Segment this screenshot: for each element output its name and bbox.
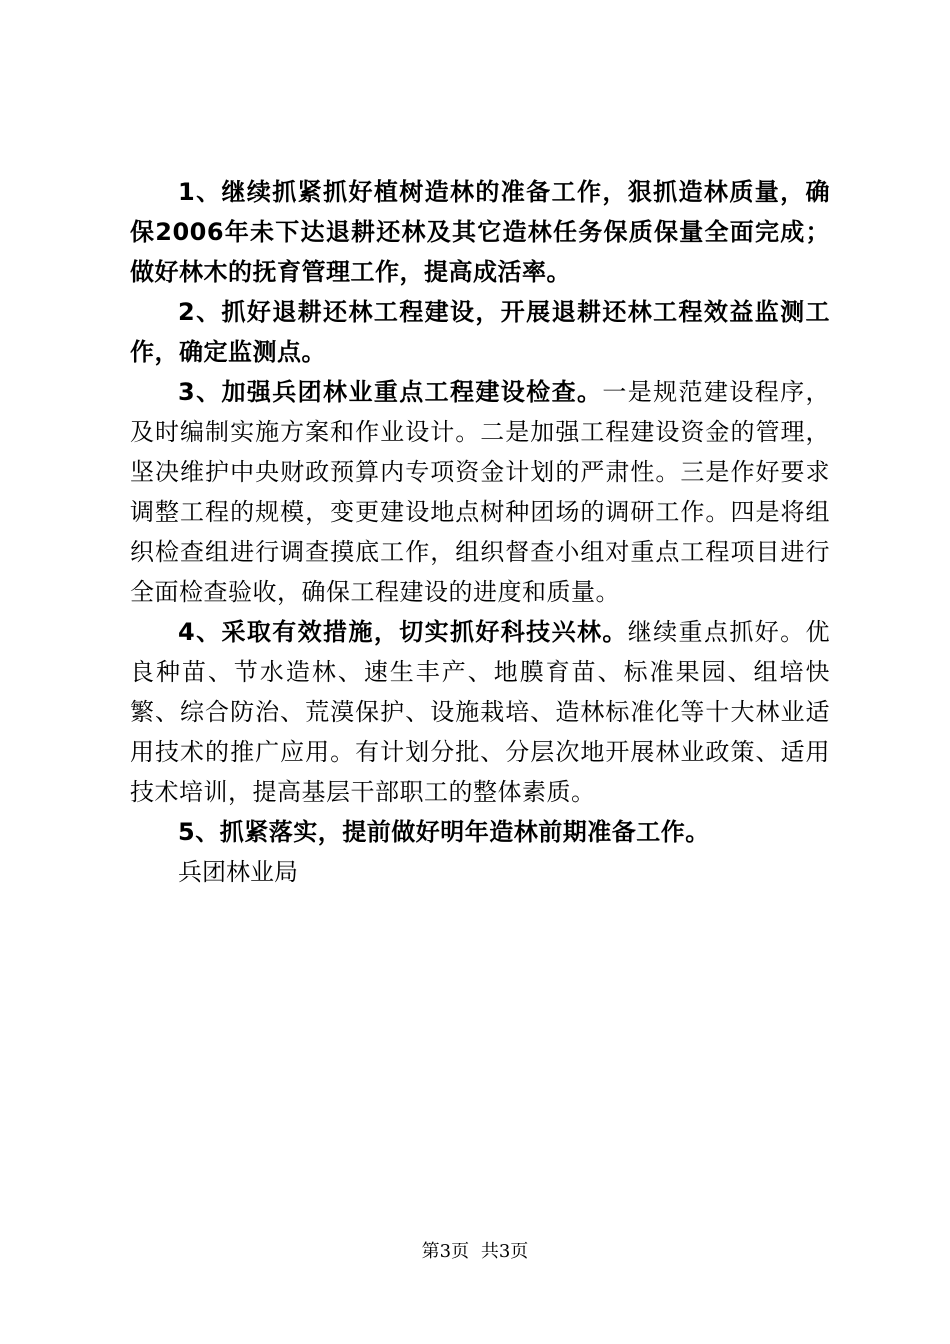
paragraph-2-lead: 2、抓好退耕还林工程建设，开展退耕还林工程效益监测工作，确定监测点。 <box>130 298 830 366</box>
page-total: 共3页 <box>480 1241 529 1262</box>
signature: 兵团林业局 <box>178 858 298 886</box>
paragraph-1-lead: 1、继续抓紧抓好植树造林的准备工作，狠抓造林质量，确保2006年未下达退耕还林及其它造林任务保质保量全面完成；做好林木的抚育管理工作，提高成活率。 <box>130 178 830 286</box>
paragraph-3-rest: 一是规范建设程序，及时编制实施方案和作业设计。二是加强工程建设资金的管理，坚决维护中央财政预算内专项资金计划的严肃性。三是作好要求调整工程的规模，变更建设地点树种团场的调研工作。四是将组织检查组进行调查摸底工作，组织督查小组对重点工程项目进行全面检查验收，确保工程建设的进度和质量。 <box>130 378 831 606</box>
paragraph-4 <box>130 612 830 812</box>
page-number: 第3页 <box>421 1241 470 1262</box>
paragraph-4-lead: 4、采取有效措施，切实抓好科技兴林。 <box>178 618 628 646</box>
paragraph-3 <box>130 372 830 612</box>
paragraph-5-lead: 5、抓紧落实，提前做好明年造林前期准备工作。 <box>178 818 710 846</box>
paragraph-5 <box>130 812 830 852</box>
paragraph-1 <box>130 172 830 292</box>
document-body <box>130 172 830 892</box>
paragraph-3-lead: 3、加强兵团林业重点工程建设检查。 <box>178 378 603 406</box>
paragraph-4-rest: 继续重点抓好。优良种苗、节水造林、速生丰产、地膜育苗、标准果园、组培快繁、综合防治、荒漠保护、设施栽培、造林标准化等十大林业适用技术的推广应用。有计划分批、分层次地开展林业政策、适用技术培训，提高基层干部职工的整体素质。 <box>130 618 831 806</box>
page-footer <box>0 1240 950 1264</box>
paragraph-2 <box>130 292 830 372</box>
